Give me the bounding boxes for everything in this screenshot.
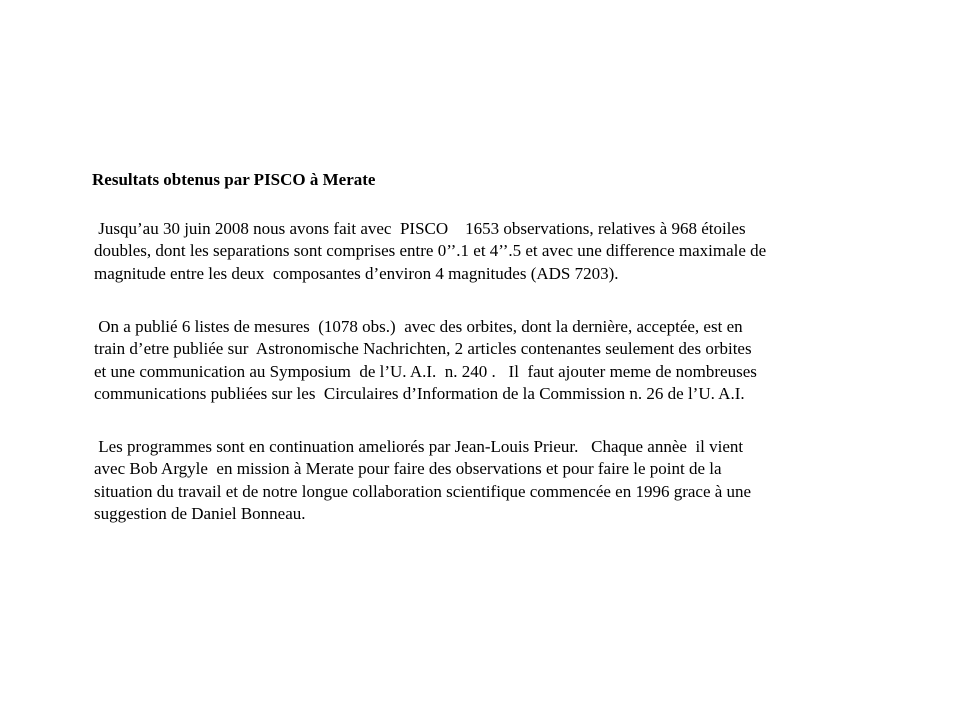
paragraph-line: Jusqu’au 30 juin 2008 nous avons fait avec PISCO 1653 observations, relatives à 968 étoiles [94,219,746,238]
paragraph-line: Les programmes sont en continuation ameliorés par Jean-Louis Prieur. Chaque annèe il vient [94,437,744,456]
paragraph-line: avec Bob Argyle en mission à Merate pour faire des observations et pour faire le point de la [94,459,722,479]
paragraph-line: On a publié 6 listes de mesures (1078 obs.) avec des orbites, dont la dernière, acceptée, est en [94,317,743,336]
paragraph-line: magnitude entre les deux composantes d’environ 4 magnitudes (ADS 7203). [94,263,619,283]
paragraph-line: doubles, dont les separations sont comprises entre 0’’.1 et 4’’.5 et avec une difference maximale de [94,241,767,261]
paragraph-programs [94,436,914,525]
paragraph-line: train d’etre publiée sur Astronomische Nachrichten, 2 articles contenantes seulement des orbites [94,339,752,359]
paragraph-observations [94,218,914,285]
paragraph-line: et une communication au Symposium de l’U. A.I. n. 240 . Il faut ajouter meme de nombreuses [94,361,757,381]
document-title: Resultats obtenus par PISCO à Merate [92,170,376,189]
paragraph-publications [94,316,914,405]
paragraph-line: suggestion de Daniel Bonneau. [94,503,306,523]
paragraph-line: communications publiées sur les Circulaires d’Information de la Commission n. 26 de l’U. A.I. [94,383,745,403]
paragraph-line: situation du travail et de notre longue collaboration scientifique commencée en 1996 grace à une [94,481,752,501]
